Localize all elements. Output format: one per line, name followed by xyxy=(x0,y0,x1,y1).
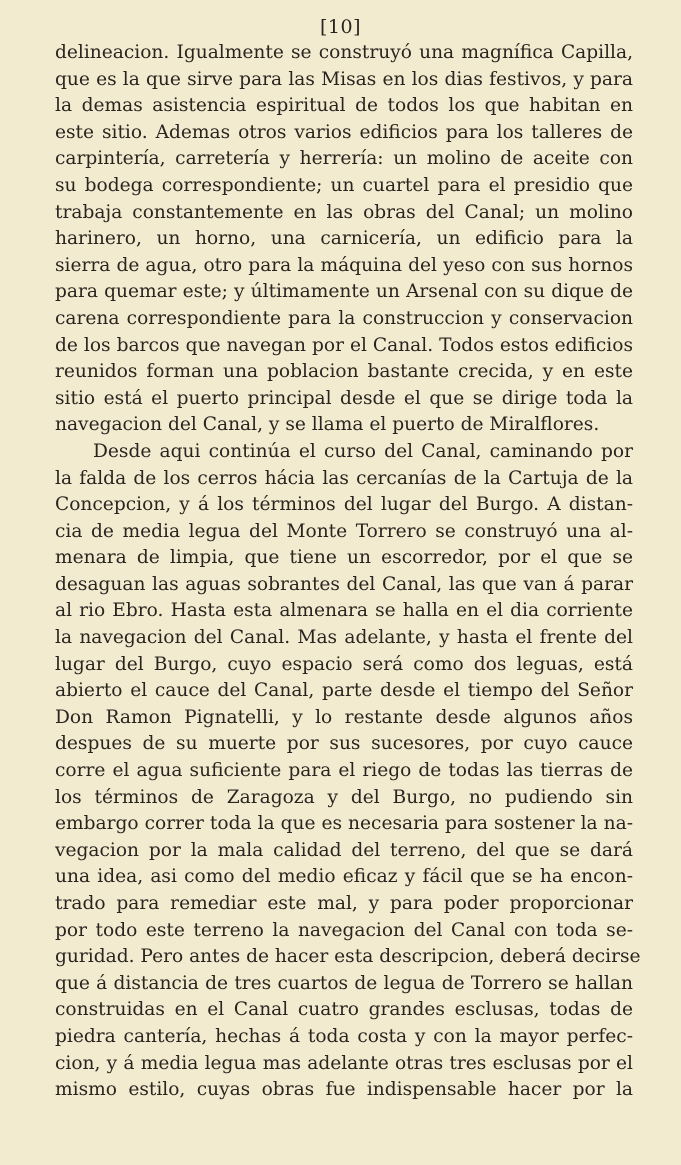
text-line: guridad. Pero antes de hacer esta descripcion, deberá decirse xyxy=(55,946,641,968)
text-line: los términos de Zaragoza y del Burgo, no pudiendo sin xyxy=(55,786,633,808)
text-line: delineacion. Igualmente se construyó una magnífica Capilla, xyxy=(55,42,633,63)
text-line: trado para remediar este mal, y para poder proporcionar xyxy=(55,893,633,914)
text-line: sitio está el puerto principal desde el que se dirige toda la xyxy=(55,387,633,409)
text-line: la falda de los cerros hácia las cercanías de la Cartuja de la xyxy=(55,467,633,489)
page-number: [10] xyxy=(319,16,361,38)
text-line: trabaja constantemente en las obras del Canal; un molino xyxy=(55,201,633,223)
text-line: sierra de agua, otro para la máquina del yeso con sus hornos xyxy=(55,254,633,276)
text-line: reunidos forman una poblacion bastante crecida, y en este xyxy=(55,361,633,383)
text-line: que á distancia de tres cuartos de legua de Torrero se hallan xyxy=(55,972,633,994)
text-line: Don Ramon Pignatelli, y lo restante desde algunos años xyxy=(55,706,633,728)
text-line: embargo correr toda la que es necesaria para sostener la na- xyxy=(55,813,633,835)
text-line: por todo este terreno la navegacion del Canal con toda se- xyxy=(55,919,633,941)
text-line: desaguan las aguas sobrantes del Canal, las que van á parar xyxy=(55,573,633,595)
text-line: la demas asistencia espiritual de todos los que habitan en xyxy=(55,95,633,117)
text-line: menara de limpia, que tiene un escorredor, por el que se xyxy=(55,547,633,569)
text-line: piedra cantería, hechas á toda costa y con la mayor perfec- xyxy=(55,1025,633,1047)
text-line: para quemar este; y últimamente un Arsenal con su dique de xyxy=(55,281,633,303)
text-line: su bodega correspondiente; un cuartel para el presidio que xyxy=(55,174,633,196)
text-line: mismo estilo, cuyas obras fue indispensable hacer por la xyxy=(55,1079,633,1101)
text-line: la navegacion del Canal. Mas adelante, y hasta el frente del xyxy=(55,627,633,649)
text-line: este sitio. Ademas otros varios edificios para los talleres de xyxy=(55,121,633,143)
text-line: lugar del Burgo, cuyo espacio será como dos leguas, está xyxy=(55,653,633,675)
paragraph-end-line: navegacion del Canal, y se llama el puerto de Miralflores. xyxy=(55,414,600,436)
text-line: que es la que sirve para las Misas en los dias festivos, y para xyxy=(55,68,633,90)
text-line: abierto el cauce del Canal, parte desde el tiempo del Señor xyxy=(55,680,633,702)
text-line: vegacion por la mala calidad del terreno, del que se dará xyxy=(55,839,633,861)
text-line: despues de su muerte por sus sucesores, por cuyo cauce xyxy=(55,733,633,755)
body-text xyxy=(55,40,641,1104)
text-line: cia de media legua del Monte Torrero se construyó una al- xyxy=(55,520,633,542)
paragraph-start-line: Desde aqui continúa el curso del Canal, caminando por xyxy=(93,440,633,462)
text-line: Concepcion, y á los términos del lugar del Burgo. A distan- xyxy=(55,494,633,516)
text-line: harinero, un horno, una carnicería, un edificio para la xyxy=(55,228,633,250)
text-line: carena correspondiente para la construccion y conservacion xyxy=(55,307,633,329)
text-line: corre el agua suficiente para el riego de todas las tierras de xyxy=(55,760,633,782)
text-line: de los barcos que navegan por el Canal. Todos estos edificios xyxy=(55,334,633,356)
text-line: carpintería, carretería y herrería: un molino de aceite con xyxy=(55,148,633,170)
text-line: una idea, asi como del medio eficaz y fácil que se ha encon- xyxy=(55,866,633,888)
text-line: cion, y á media legua mas adelante otras tres esclusas por el xyxy=(55,1052,633,1074)
text-line: al rio Ebro. Hasta esta almenara se halla en el dia corriente xyxy=(55,600,633,622)
text-line: construidas en el Canal cuatro grandes esclusas, todas de xyxy=(55,999,633,1021)
